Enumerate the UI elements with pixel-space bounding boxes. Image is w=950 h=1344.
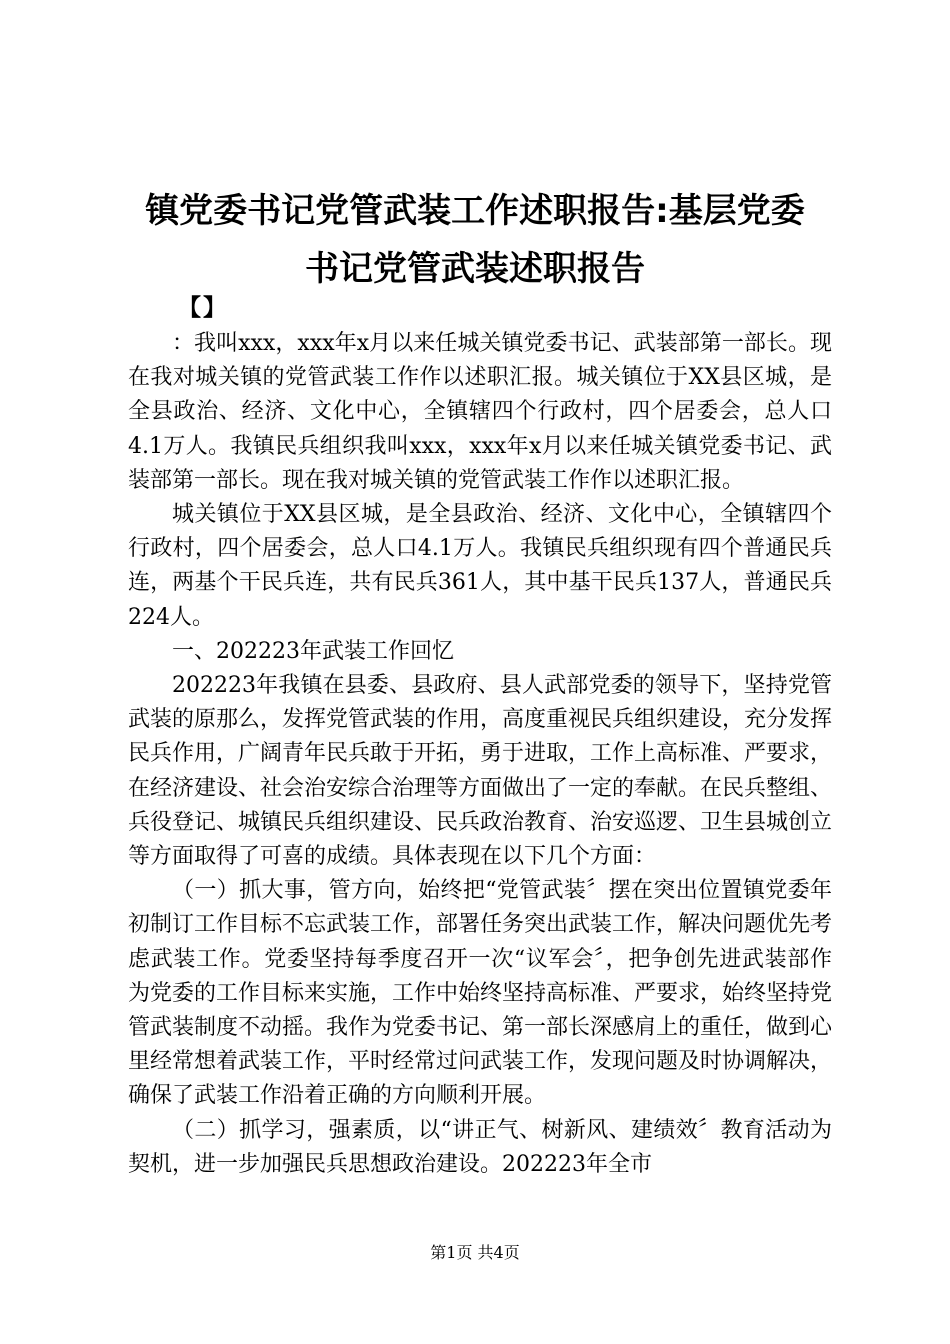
title-line-1: 镇党委书记党管武装工作述职报告:基层党委	[145, 191, 805, 231]
paragraph: 202223年我镇在县委、县政府、县人武部党委的领导下，坚持党管武装的原那么，发挥党管武装的作用，高度重视民兵组织建设，充分发挥民兵作用，广阔青年民兵敢于开拓，勇于进取，工作上高标准、严要求，在经济建设、社会治安综合治理等方面做出了一定的奉献。在民兵整组、兵役登记、城镇民兵组织建设、民兵政治教育、治安巡逻、卫生县城创立等方面取得了可喜的成绩。具体表现在以下几个方面：	[128, 673, 833, 870]
bracket-label: 【】	[178, 295, 228, 321]
document-title	[120, 182, 830, 298]
title-line-2: 书记党管武装述职报告	[305, 249, 645, 289]
section-heading: 一、202223年武装工作回忆	[172, 638, 454, 664]
paragraph: （一）抓大事，管方向，始终把“党管武装〞摆在突出位置镇党委年初制订工作目标不忘武装工作，部署任务突出武装工作，解决问题优先考虑武装工作。党委坚持每季度召开一次“议军会〞，把争创先进武装部作为党委的工作目标来实施，工作中始终坚持高标准、严要求，始终坚持党管武装制度不动摇。我作为党委书记、第一部长深感肩上的重任，做到心里经常想着武装工作，平时经常过问武装工作，发现问题及时协调解决，确保了武装工作沿着正确的方向顺利开展。	[128, 878, 833, 1109]
paragraph: 城关镇位于XX县区城，是全县政治、经济、文化中心，全镇辖四个行政村，四个居委会，总人口4.1万人。我镇民兵组织现有四个普通民兵连，两基个干民兵连，共有民兵361人，其中基干民兵137人，普通民兵224人。	[128, 502, 832, 630]
document-body	[128, 327, 832, 1182]
paragraph: （二）抓学习，强素质，以“讲正气、树新风、建绩效〞教育活动为契机，进一步加强民兵思想政治建设。202223年全市	[128, 1117, 832, 1177]
paragraph: ：我叫xxx，xxx年x月以来任城关镇党委书记、武装部第一部长。现在我对城关镇的党管武装工作作以述职汇报。城关镇位于XX县区城，是全县政治、经济、文化中心，全镇辖四个行政村，四个居委会，总人口4.1万人。我镇民兵组织我叫xxx，xxx年x月以来任城关镇党委书记、武装部第一部长。现在我对城关镇的党管武装工作作以述职汇报。	[128, 331, 832, 493]
page-footer: 第1页 共4页	[430, 1243, 520, 1262]
